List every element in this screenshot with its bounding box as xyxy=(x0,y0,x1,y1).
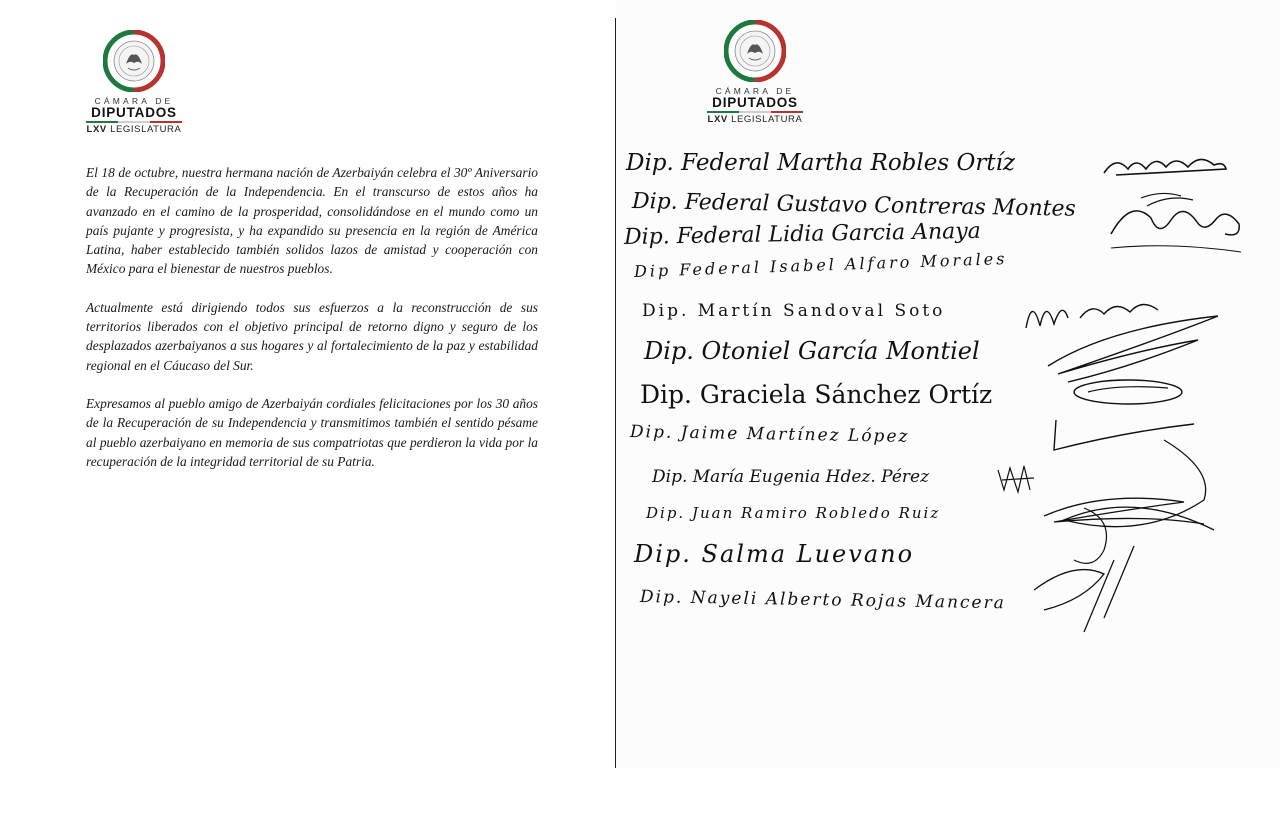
logo-legislature: LXV LEGISLATURA xyxy=(707,114,803,125)
signatory-name: Dip. Juan Ramiro Robledo Ruiz xyxy=(646,504,941,522)
signature-scribble xyxy=(1018,288,1228,408)
chamber-logo xyxy=(74,30,194,136)
signatory-name: Dip. Otoniel García Montiel xyxy=(644,337,980,365)
signatory-name: Dip Federal Isabel Alfaro Morales xyxy=(633,248,1008,281)
signatory-name: Dip. Jaime Martínez López xyxy=(629,422,910,447)
letter-body xyxy=(86,163,538,490)
logo-chamber-top: CÁMARA DE xyxy=(715,86,795,96)
logo-chamber-main: DIPUTADOS xyxy=(91,105,177,120)
logo-legislature: LXV LEGISLATURA xyxy=(86,124,182,135)
signature-list xyxy=(616,0,1280,768)
letter-paragraph: Expresamos al pueblo amigo de Azerbaiyán cordiales felicitaciones por los 30 años de la Recuperación de su Independencia y transmitimos también el sentido pésame al pueblo azerbaiyano en memoria de sus compatriotas que perdieron la vida por la recuperación de la integridad territorial de su Patria. xyxy=(86,395,538,469)
signatory-name: Dip. Nayeli Alberto Rojas Mancera xyxy=(639,587,1006,614)
logo-tricolor-bar xyxy=(86,121,182,123)
signatory-name: Dip. Martín Sandoval Soto xyxy=(642,301,946,321)
signatory-name: Dip. Graciela Sánchez Ortíz xyxy=(640,380,993,409)
signatory-name: Dip. Federal Lidia Garcia Anaya xyxy=(623,218,982,250)
letter-paragraph: Actualmente está dirigiendo todos sus esfuerzos a la reconstrucción de sus territorios liberados con el objetivo principal de retorno digno y seguro de los desplazados azerbaiyanos a sus hogares y al fortalecimiento de la paz y estabilidad regional en el Cáucaso del Sur. xyxy=(86,299,538,373)
chamber-seal-icon xyxy=(103,30,165,92)
signature-scribble xyxy=(984,410,1224,640)
signature-scribble xyxy=(1096,145,1236,185)
signatory-name: Dip. Federal Gustavo Contreras Montes xyxy=(631,189,1077,222)
signatory-name: Dip. Salma Luevano xyxy=(634,540,915,568)
signatory-name: Dip. Federal Martha Robles Ortíz xyxy=(626,150,1016,176)
signatory-name: Dip. María Eugenia Hdez. Pérez xyxy=(652,467,930,487)
logo-chamber-top: CÁMARA DE xyxy=(94,96,174,106)
letter-paragraph: El 18 de octubre, nuestra hermana nación de Azerbaiyán celebra el 30º Aniversario de la Recuperación de la Independencia. En el transcurso de estos años ha avanzado en el camino de la prosperidad, consolidándose en el mundo como un país pujante y progresista, y ha expandido su presencia en la región de América Latina, haber establecido también solidos lazos de amistad y cooperación con México para el bienestar de nuestros pueblos. xyxy=(86,165,538,277)
logo-chamber-main: DIPUTADOS xyxy=(712,95,798,110)
signature-scribble xyxy=(1101,188,1251,258)
